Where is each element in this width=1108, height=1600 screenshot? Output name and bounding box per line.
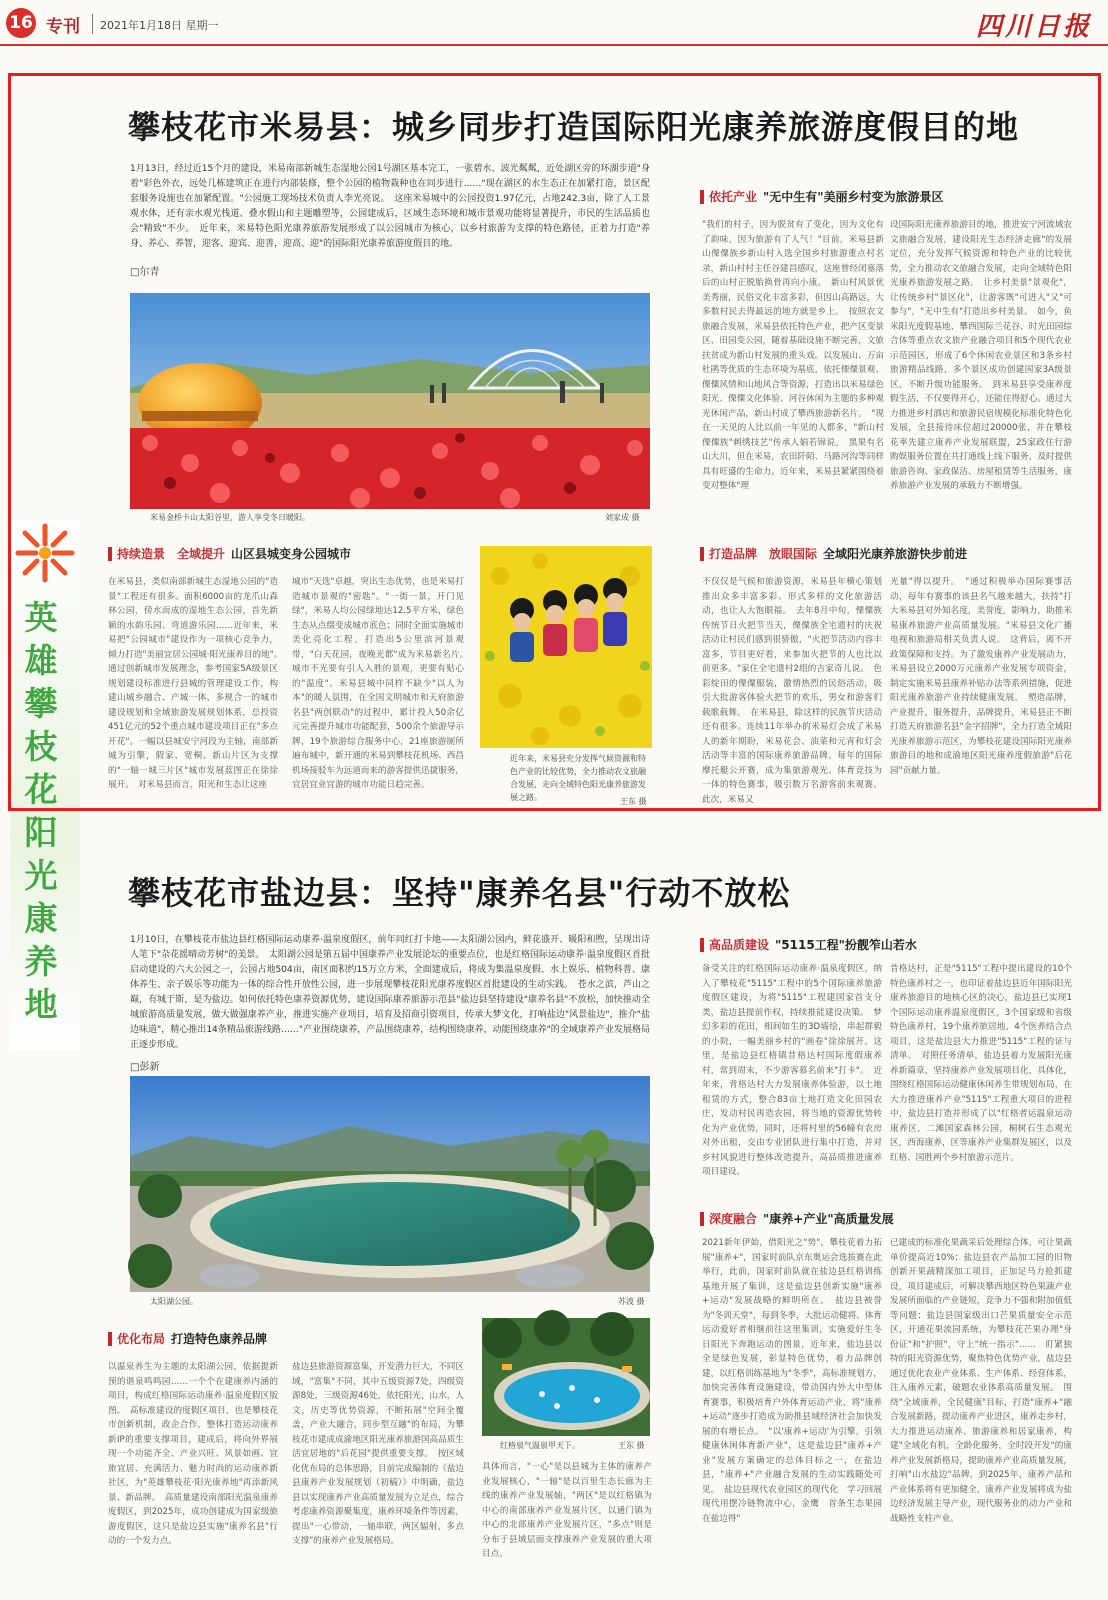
- article1-subhead-1: 依托产业 "无中生有"美丽乡村变为旅游景区: [700, 188, 944, 205]
- article1-lead: 1月13日，经过近15个月的建设，米易南部新城生态湿地公园1号湖区基本完工，一张碧水、波光粼粼，近处湖区旁的环湖步道"身着"彩色外衣，远处几栋建筑正在进行内部装修，整个公园的植物栽种也在同步进行……"现在湖区的水生态正在加紧打造，景区配套服务设施也在加紧配置。"公园施工现场技术负责人李光亮说。 这座米易城中的公园投资1.97亿元，占地242.3亩，除了人工景观水体，还有亲水观光栈道、叠水假山和主题雕塑等，公园建成后，区域生态环境和城市景观功能将显著提升，市民的生活品质也会"精致"不少。 近年来，米易特色阳光康养旅游发展形成了以公园城市为核心，以乡村旅游为支撑的特色路径，正着力打造"养身、养心、养智，迎客、迎宾、迎善，迎高、迎"的国际阳光康养旅游度假目的地。: [130, 164, 650, 249]
- masthead-divider: [92, 14, 93, 34]
- slogan-char: 阳: [24, 813, 58, 852]
- article2-byline: □彭新: [130, 1062, 160, 1073]
- slogan-char: 花: [24, 770, 58, 809]
- article1-sub1-body-right: 设国际阳光康养旅游目的地，推进安宁河流域农文旅融合发展，建设阳光生态经济走廊"的发展定位，充分发挥气候资源和特色产业的比较优势，全力推动农文旅融合发展，走向全域特色阳光康养旅游发展之路。 让乡村美景"景观化"，让传统乡村"景区化"，让游客既"可进入"又"可参与"，"无中生有"打造出乡村美景。 如今，鱼米阳光度假基地、攀西国际兰花谷、时光田园综合体等重点农文旅产业融合项目和5个现代农业示范园区，形成了6个休闲农业景区和3条乡村旅游精品线路，多个景区成功创建国家3A级景区，不断升级功能服务。 到米易县享受康养度假生活，不仅要得开心，还能住得舒心。通过大力推进乡村酒店和旅游民宿规模化标准化特色化发展，全县接待床位超过20000张，并在攀枝花率先建立康养产业发展联盟，25家政住行游购娱服务位置在共打通线上线下服务，及时提供旅游咨询、家政保洁、房屋租赁等生活服务，康养旅游产业发展的承载力不断增强。: [890, 220, 1072, 491]
- slogan-char: 英: [24, 598, 58, 637]
- article1-main-photo: [130, 293, 650, 509]
- article1-sub2-body-col2: 城市"天选"卓越，突出生态优势，也是米易打造城市景观的"密匙"。"一街一景，开门见绿"，米易人均公园绿地达12.5平方米，绿色生态从点缀变成城市底色；同时全面实施城市美化亮化工程，打造出5公里滨河景观带，"白天花园，夜晚光都"成为米易新名片。 城市不光要有引人入胜的景观，更要有贴心的"温度"。米易县城中同样不缺少"以人为本"的暖人氛围，在全国文明城市和天府旅游名县"两创联动"的过程中，累计投入50余亿元完善提升城市功能配套，500余个旅游导示牌，19个旅游综合服务中心，21座旅游厕所遍布城中，新开通的米易到攀枝花机场、西昌机场接驳车为远道而来的游客提供迅捷服务，宜居宜业宜游的城市功能日趋完善。: [292, 577, 473, 790]
- slogan-char: 攀: [24, 684, 58, 723]
- slogan-char: 雄: [24, 641, 58, 680]
- article2-main-photo: [130, 1076, 650, 1292]
- article2-headline: 攀枝花市盐边县：坚持"康养名县"行动不放松: [128, 874, 791, 912]
- section-label: 专刊: [46, 17, 80, 37]
- masthead-rule: [0, 44, 1108, 46]
- article2-secondary-photo: [482, 1318, 650, 1436]
- article2-lead: 1月10日，在攀枝花市盐边县红格国际运动康养·温泉度假区，前年同红打卡地——太阳湖公园内，鲜花盛开、暖阳和煦，呈现出诗人笔下"杂花摇晴动芳树"的美景。 太阳湖公园是第五届中国康养产业发展论坛的重要点位，也是红格国际运动康养·温泉度假区首批启动建设的六大公园之一，公园占地504亩，南区面积约15万立方米，全面建成后，将成为集温泉度假、水上娱乐、植物科普、康体养生、亲子娱乐等功能为一体的综合性开放性公园，进一步展现攀枝花阳光康养度假区首批建设的生动实践。 苍水之滨，芦山之巅，有城于斯，是为盐边。如何依托特色康养资源优势，建设国际康养旅游示范县"盐边县坚持建设"康养名县"不放松，加快推动全城旅游高质量发展，做大做强康养产业，推进实施产业项目，培育及招商引资项目，传承大梦文化，打响盐边"风景盐边"，推介"盐边味道"，精心推出14条精品旅游线路……"产业围绕康养，产品围绕康养，结构围绕康养，动能围绕康养"的全域康养产业发展格局正逐步形成。: [130, 935, 650, 1050]
- slogan-char: 地: [24, 985, 58, 1024]
- article2-sub1-body-col2: 昔格达村，正是"5115"工程中提出建设的10个特色康养村之一，也印证着盐边县近年国际阳光康养旅游目的地核心区的决心，盐边县已实现1个国际运动康养温泉度假区，3个国家级和省级特色康养村，19个康养旅居地，4个医养结合点项目，这是盐边县大力推进"5115"工程的证与清单。 对照任务清单，盐边县着力发展阳光康养新篇章，坚持康养产业发展项目化，具体化，围绕红格国际运动健康休闲养生带规划布局，在大力推进康养产业"5115"工程重大项目的进程中，盐边县打造并形成了以"红格者运温泉运动康养区，二滩国家森林公园，桐树石生态观光区，西海康养，区等康养产业集群发展区，以及红格、国胜两个乡村旅游示范片。: [890, 964, 1072, 1163]
- article2-sub3-body-col2: 盐边县旅游资源富集，开发潜力巨大，不同区域，"富集"不同，其中五级资源7处，四级资源8处，三级资源46处，依托阳光，山水，人文，历史等优势资源，不断拓展"空间全覆盖，产业大融合，同步型互融"的布局，为攀枝花市建成成渝地区阳光康养旅游国高品质生活宜居地的"后花园"提供重要支撑。 按区域化优布局的总体思路，目前完成编制的《盐边县康养产业发展规划（初稿）》中明确，盐边县以实现康养产业高质量发展为立足点，综合考虑康养资源聚集度，康养环境条件等因素，提出"一心带动，一轴串联，两区辐射，多点支撑"的康养产业发展格局。: [292, 1362, 464, 1546]
- slogan-char: 枝: [24, 727, 58, 766]
- article2-photo-caption: 太阳湖公园。: [150, 1297, 198, 1306]
- article2-photo2-caption: 红格泉气温泉甲天下。: [500, 1441, 580, 1450]
- article2-sub2-body-col1: 2021新年伊始，借阳光之"势"，攀枝花着力拓展"康养+"，国家时前队京东奥运会选拔赛在此举行，此前，国家时前队就在盐边县红格训练基地开展了集训，这是盐边县创新实施"康养+运动"发展战略的鲜明所在。 盐边县被誉为"冬训天堂"，每到冬季，大批运动健将、体育运动爱好者相继前往这里集训，实施爱好生冬日阳光下奔跑运动的图景，近年来，盐边县以全是绿色发展，彰显特色优势，着力品牌创建，以红格训练基地为"冬季"，高标准规划方，加快完善体育设施建设，带动国内外大中型体育赛事，积极培育户外体育运动产业，将"康养+运动"逐步打造成为助推县域经济社会加快发展的有增长点。 "以'康养+运动'为引擎，引领健康休闲体育新产业"，这是盐边县"康养+产业"发展方案确定的总体目标之一，在盐边县，"康养+"产业融合发展的生动实践随处可见。 盐边县现代农业园区的现代化 学习回展现代用摆冷链物流中心，金鹰 首条生态果园在盐边得": [702, 1238, 882, 1524]
- article1-photo2-caption: 近年来，米易县充分发挥气候资源和特色产业的比较优势，全力推动农文旅融合发展，走向全域特色阳光康养旅游发展之路。: [510, 754, 646, 802]
- slogan-char: 光: [24, 856, 58, 895]
- article2-subhead-2: 深度融合 "康养+产业"高质量发展: [700, 1210, 894, 1227]
- issue-date: 2021年1月18日 星期一: [100, 19, 219, 32]
- article2-sub2-body-col2: 已建成的标准化果蔬采后处理综合体，可让果蔬单价提高近10%；盐边县农产品加工园的旧物创新开果蔬精深加工项目，正加足马力抢抓建设，项目建成后，可解决攀西地区特色果蔬产业发展所面临的产业链短，竞争力不强和附加值低等问题；盐边县国家级出口芒果质量安全示范区，开通花果流园系统，为攀枝花芒果办理"身份证"和"护照"，守上"统一指示"…… 盯紧独特的阳光资源优势，聚焦特色优势产业，盐边县通过优化农业产业体系、生产体系、经营体系，注入康养元素，破题农业体系高质量发展。 围绕"全域康养，全民健康"目标，打造"康养+"融合发展新路，提动康养产业进区，康养走乡村，大力推进运动康养、旅游康养和居家康养，构建"全域化有机，全龄化服务，全时段开发"的康养产业发展新格局，提助康养产业高质量发展，打响"山水盐边"品牌，到2025年，康养产品和产业体系将有更加健全，康养产业发展将成为盐边经济发展主导产业，现代服务业的动力产业和战略性支柱产业。: [890, 1238, 1072, 1524]
- article2-photo2-credit: 王东 摄: [618, 1441, 645, 1450]
- article2-sub3-body-col3: 具体而言，"一心"是以县城为主体的康养产业发展核心，"一轴"是以百里生态长廊为主线的康养产业发展轴，"两区"是以红格镇为中心的南部康养产业发展片区，以通门镇为中心的北部康养产业发展片区，"多点"则是分布于县域层面支撑康养产业发展的重大项目点。: [482, 1462, 652, 1559]
- article1-subhead-3: 打造品牌 放眼国际 全域阳光康养旅游快步前进: [700, 545, 967, 562]
- article1-sub2-body-col1: 在米易县，类似南部新城生态湿地公园的"造景"工程还有很多。面积6000亩的龙爪山森林公园，傍水而成的湿地生态公园，首先新颖的水韵乐园、弯道游乐园……近年来，米易把"公园城市"建设作为一项核心竞争力，倾力打造"美丽宜居公园城·阳光康养目的地"。 通过创新城市发展理念，参考国家5A级景区规划建设标准进行县城的管理建设工作，构建山城乡融合、产城一体、多规合一的城市建设规划和全域旅游发展规划体系，总投资451亿元的52个重点城市建设项目正在"多点开花"。一幅以县城安宁河段为主轴，南部新城为引擎，假家、宽桐、新山片区为支撑的"一轴一城三片区"城市发展蓝图正在徐徐展开。 对米易县而言，阳光和生态让这座: [108, 577, 287, 790]
- article1-secondary-photo: [480, 546, 652, 748]
- article2-sub3-body-col1: 以温泉养生为主题的太阳湖公园，依据提新预的谐泉鸣鸣园……一个个在建康养内涵的项目，构成红格国际运动康养·温泉度假区版图。 高标准建设的度假区项目，也是攀枝花市创新机制，政企合作，整体打造运动康养新IP的重要支撑项目，建成后，将向外界展现一个功能齐全、产业兴旺、风景如画、宜旅宜居、充满活力、魅力时尚的运动康养新社区，为"英雄攀枝花·阳光康养地"再添新风景、新品牌。 高质量建设南部阳光温泉康养度假区，到2025年，成功创建成为国家级旅游度假区，这只是盐边县实施"康养名县"行动的一个发力点。: [108, 1362, 278, 1546]
- article1-photo2-credit: 王东 摄: [620, 797, 647, 806]
- article1-sub1-body-left: "我们的村子，因为脱贫有了变化，因为文化有了韵味，因为旅游有了人气！"目前，米易县新山傈僳族乡新山村入选全国乡村旅游重点村名录，新山村村主任谷建昌感叹，这座曾经闭塞落后的山村正脱胎换骨再向小康。 新山村风景优美秀丽，民俗文化丰富多彩，但因山高路远，大多数村民去得最远的地方就是乡上。 按照农文旅融合发展，米易县依托特色产业，把产区变景区、田园变公园，随着基础设施不断完善，文旅扶贫成为新山村发展的重头戏。以发展山、万亩杜鹃等优质的生态环境为基底，依托傈僳景观、傈僳风情和山地风合等资源，打造出以米易绿色阳光、傈僳文化体验、河谷休闲为主题的多种观光休闲产品，新山村成了攀西旅游新名片。 "现在一天见的人比以前一年见的人都多，"新山村傈僳族"刺绣技艺"传承人娟若锦说。 黑果有名山大川，但在米易，农田阡陌、马路河沟等同样具有旺盛的生命力。近年来，米易县紧紧围绕着变对整体"理: [702, 220, 884, 491]
- article1-headline: 攀枝花市米易县：城乡同步打造国际阳光康养旅游度假目的地: [128, 108, 1020, 146]
- article2-subhead-1: 高品质建设 "5115工程"扮靓笮山若水: [700, 936, 917, 953]
- page-number-badge: 16: [6, 8, 36, 38]
- article2-subhead-3: 优化布局 打造特色康养品牌: [108, 1330, 267, 1347]
- article1-photo-caption: 米易金桥卡山太阳谷里，游人享受冬日暖阳。: [150, 513, 310, 522]
- article1-sub3-body-col2: 光量"得以提升。 "通过积极举办国际赛事活动，每年有赛事的该县名气越来越大，扶持"打大米易县对外知名度，美誉度，影响力，助推米易康养旅游产业高质量发展。"米易县文化广播电视和旅游局相关负责人说。 这背后，离不开政策保障和支持。为了激发康养产业发展动力，米易县设立2000万元康养产业发展专项资金，制定实施米易县康养补贴办法等系列措施，促进阳光康养旅游产业持续健康发展。 塑造品牌，产业提升，服务提升，品牌提升，米易县正不断打造天府旅游名县"金字招牌"，全力打造全域阳光康养旅游示范区，为攀枝花建设国际阳光康养旅游目的地和成渝地区阳光康养度假旅游"后花园"贡献力量。: [890, 577, 1072, 776]
- article2-sub1-body-col1: 备受关注的红格国际运动康养·温泉度假区，纳入了攀枝花"5115"工程中的5个国际康养旅游度假区建设，为将"5115"工程建国家首支分类，盐边县提前作权，持续推能建设决策。 梦幻多彩的花田，相间如生的3D墙绘，串起群毅的小院，一幅美丽乡村的"画卷"徐徐展开。这里，是盐边县红格镇昔格达村国际度假康养村，常到周末，不少游客慕名前来"打卡"。 近年来，背格达村大力发展康养体验游，以土地租赁的方式，整合83亩土地打造文化田园农庄，发动村民再造农园，将当地的资源优势转化为产业优势，同时，还将村里的56幢有农房对外出租，交由专业团队进行集中打造，并对乡村风貌进行整体改造提升，高品质推进康养项目建设。: [702, 964, 882, 1177]
- slogan-char: 养: [24, 942, 58, 981]
- article1-byline: □尔青: [130, 267, 160, 278]
- article1-photo-credit: 刘家成 摄: [605, 513, 640, 522]
- article2-photo-credit: 苏波 摄: [618, 1297, 645, 1306]
- article1-sub3-body-col1: 不仅仅是气候和旅游资源，米易县年横心策划推出众多丰富多彩、形式多样的文化旅游活动，也让人大饱眼福。 去年8月中旬，傈僳族传统节日火把节当天，傈僳族全宅遗村的庆祝活动让村民们感到很骄傲，"火把节活动内容丰富多，节目更好看，来参加火把节的人也比以前更多。"家住全宅遗村2组的吉家奇儿说。 色彩绽田的傈僳服装，激情热烈的民俗活动，吸引大批游客体验火把节的欢乐，男女和游客们载歌载舞。 在米易县，除这样的民族节庆活动还有很多。连续11年举办的米易灯会成了米易人的新年期盼，米易花会、油菜和元宵和灯会活动等丰富的国际康养旅游品牌。每年的国际摩托艇公开赛，成为集旅游观光、体育竞技为一体的特色赛事，吸引数万名游客前来观赛。此次，米易又: [702, 577, 882, 805]
- article1-subhead-2: 持续造景 全域提升 山区县城变身公园城市: [108, 545, 351, 562]
- newspaper-logo: 四川日报: [975, 12, 1092, 42]
- slogan-char: 康: [24, 899, 58, 938]
